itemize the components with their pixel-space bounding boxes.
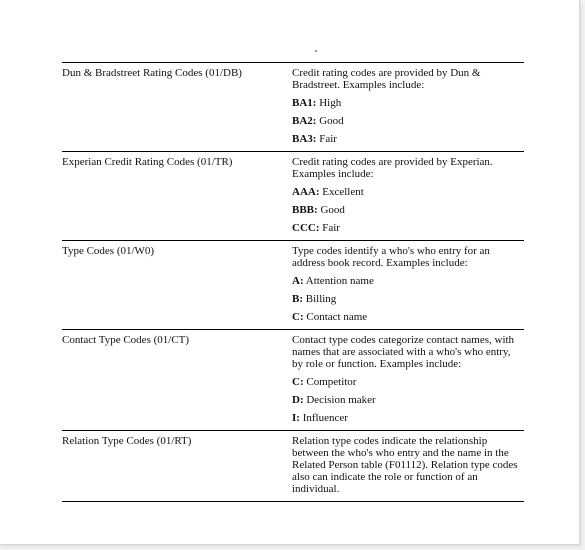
- page-mark: [315, 50, 317, 52]
- example-code: I:: [292, 412, 300, 424]
- example-label: Good: [316, 115, 344, 127]
- example-label: Contact name: [303, 311, 368, 323]
- code-type-details: [292, 152, 524, 241]
- example-code: C:: [292, 376, 304, 388]
- code-type-name: Type Codes (01/W0): [62, 245, 155, 257]
- code-type-name: Contact Type Codes (01/CT): [62, 334, 190, 346]
- example-code: CCC:: [292, 222, 320, 234]
- code-type-name: Dun & Bradstreet Rating Codes (01/DB): [62, 67, 242, 79]
- table-row: [62, 63, 524, 152]
- example-item: [292, 133, 524, 145]
- code-type-description: Type codes identify a who's who entry for an address book record. Examples include:: [292, 245, 490, 269]
- table-row: [62, 152, 524, 241]
- example-item: [292, 394, 524, 406]
- table-row: [62, 241, 524, 330]
- example-label: Excellent: [319, 186, 364, 198]
- code-type-details: [292, 63, 524, 152]
- example-label: Decision maker: [303, 394, 376, 406]
- example-item: [292, 115, 524, 127]
- example-item: [292, 311, 524, 323]
- code-type-description: Credit rating codes are provided by Dun & Bradstreet. Examples include:: [292, 67, 481, 91]
- example-label: Competitor: [303, 376, 357, 388]
- example-code: C:: [292, 311, 304, 323]
- example-code: BBB:: [292, 204, 318, 216]
- example-code: BA1:: [292, 97, 317, 109]
- example-code: BA3:: [292, 133, 317, 145]
- table-row: [62, 330, 524, 431]
- code-type-details: [292, 330, 524, 431]
- example-code: D:: [292, 394, 304, 406]
- example-label: Billing: [303, 293, 337, 305]
- table-row: [62, 431, 524, 502]
- code-type-details: [292, 241, 524, 330]
- code-type-details: [292, 431, 524, 502]
- code-type-name: Experian Credit Rating Codes (01/TR): [62, 156, 233, 168]
- example-label: Fair: [319, 222, 340, 234]
- example-code: AAA:: [292, 186, 320, 198]
- example-item: [292, 97, 524, 109]
- example-label: Attention name: [303, 275, 374, 287]
- example-code: A:: [292, 275, 304, 287]
- example-item: [292, 275, 524, 287]
- example-label: Influencer: [299, 412, 348, 424]
- example-label: Fair: [316, 133, 337, 145]
- example-item: [292, 186, 524, 198]
- example-item: [292, 376, 524, 388]
- example-code: B:: [292, 293, 303, 305]
- example-item: [292, 222, 524, 234]
- code-type-description: Contact type codes categorize contact names, with names that are associated with a who's who entry, by role or function. Examples include:: [292, 334, 515, 370]
- code-type-description: Credit rating codes are provided by Experian. Examples include:: [292, 156, 493, 180]
- code-type-description: Relation type codes indicate the relationship between the who's who entry and the name in the Related Person table (F01112). Relation type codes also can indicate the role or function of an individual.: [292, 435, 518, 495]
- codes-table: [62, 62, 524, 502]
- example-item: [292, 293, 524, 305]
- example-code: BA2:: [292, 115, 317, 127]
- code-type-name: Relation Type Codes (01/RT): [62, 435, 192, 447]
- example-item: [292, 204, 524, 216]
- example-label: High: [316, 97, 342, 109]
- example-item: [292, 412, 524, 424]
- example-label: Good: [317, 204, 345, 216]
